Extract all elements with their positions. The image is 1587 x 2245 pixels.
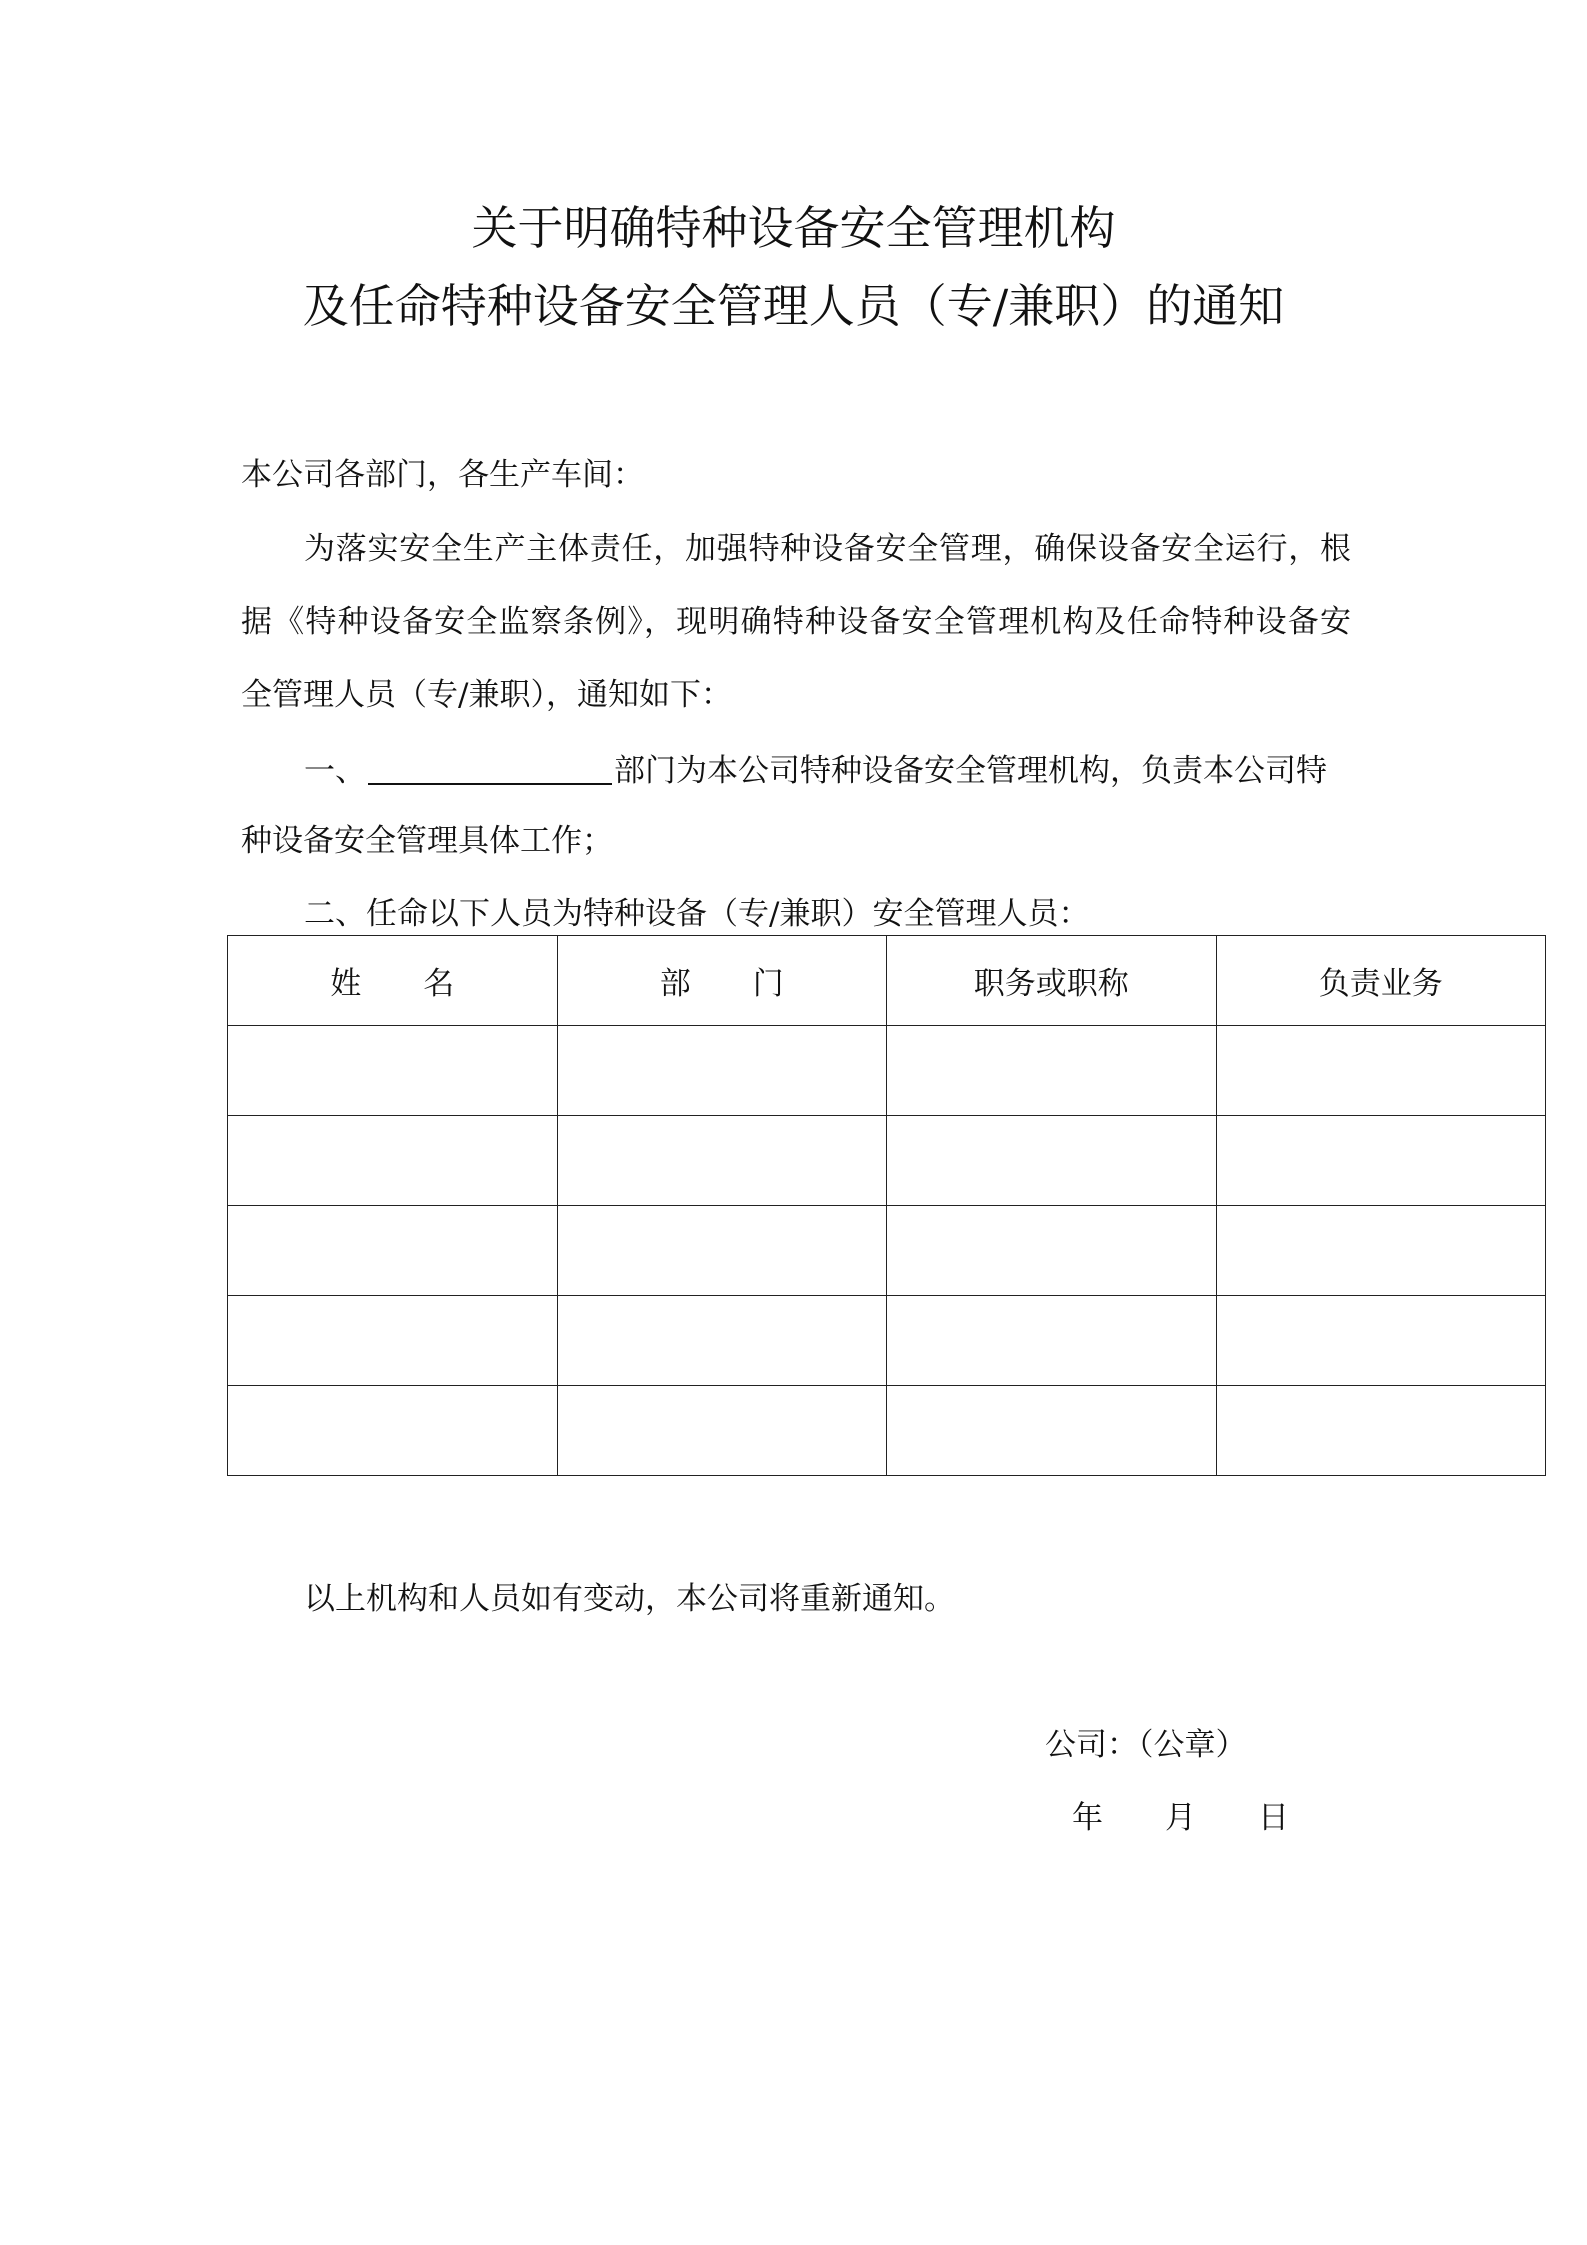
table-row [228, 1026, 1546, 1116]
table-row [228, 1206, 1546, 1296]
header-title: 职务或职称 [887, 936, 1217, 1026]
table-cell[interactable] [1216, 1296, 1546, 1386]
item-2: 二、任命以下人员为特种设备（专/兼职）安全管理人员： [304, 896, 1090, 932]
table-row [228, 1296, 1546, 1386]
intro-line-2: 据《特种设备安全监察条例》，现明确特种设备安全管理机构及任命特种设备安 [241, 604, 1351, 640]
table-cell[interactable] [887, 1026, 1217, 1116]
document-title-line-1: 关于明确特种设备安全管理机构 [471, 201, 1116, 255]
header-department: 部 门 [557, 936, 887, 1026]
salutation: 本公司各部门，各生产车间： [241, 457, 644, 493]
item-1-suffix: 部门为本公司特种设备安全管理机构，负责本公司特 [614, 753, 1327, 789]
date-line: 年 月 日 [1072, 1800, 1289, 1836]
intro-line-1: 为落实安全生产主体责任，加强特种设备安全管理，确保设备安全运行，根 [304, 531, 1351, 567]
table-cell[interactable] [557, 1296, 887, 1386]
table-row [228, 1116, 1546, 1206]
header-responsibility: 负责业务 [1216, 936, 1546, 1026]
table-cell[interactable] [887, 1206, 1217, 1296]
intro-line-3: 全管理人员（专/兼职），通知如下： [241, 677, 732, 713]
item-1-prefix: 一、 [304, 753, 366, 789]
table-cell[interactable] [228, 1386, 558, 1476]
table-cell[interactable] [887, 1116, 1217, 1206]
table-cell[interactable] [557, 1386, 887, 1476]
table-cell[interactable] [1216, 1116, 1546, 1206]
table-cell[interactable] [1216, 1206, 1546, 1296]
table-cell[interactable] [887, 1386, 1217, 1476]
document-title-line-2: 及任命特种设备安全管理人员（专/兼职）的通知 [302, 279, 1285, 333]
table-row [228, 1386, 1546, 1476]
header-name: 姓 名 [228, 936, 558, 1026]
table-cell[interactable] [228, 1296, 558, 1386]
closing-statement: 以上机构和人员如有变动，本公司将重新通知。 [304, 1581, 955, 1617]
table-cell[interactable] [557, 1206, 887, 1296]
table-cell[interactable] [228, 1116, 558, 1206]
table-cell[interactable] [228, 1206, 558, 1296]
table-cell[interactable] [557, 1116, 887, 1206]
table-cell[interactable] [557, 1026, 887, 1116]
table-cell[interactable] [228, 1026, 558, 1116]
item-1-line-2: 种设备安全管理具体工作； [241, 823, 613, 859]
table-cell[interactable] [1216, 1386, 1546, 1476]
table-header-row [228, 936, 1546, 1026]
table-cell[interactable] [887, 1296, 1217, 1386]
table-cell[interactable] [1216, 1026, 1546, 1116]
department-blank-field[interactable] [368, 753, 612, 785]
item-1-line-1 [304, 753, 1351, 787]
company-seal-line: 公司：（公章） [1045, 1727, 1247, 1763]
staff-table [227, 935, 1546, 1476]
